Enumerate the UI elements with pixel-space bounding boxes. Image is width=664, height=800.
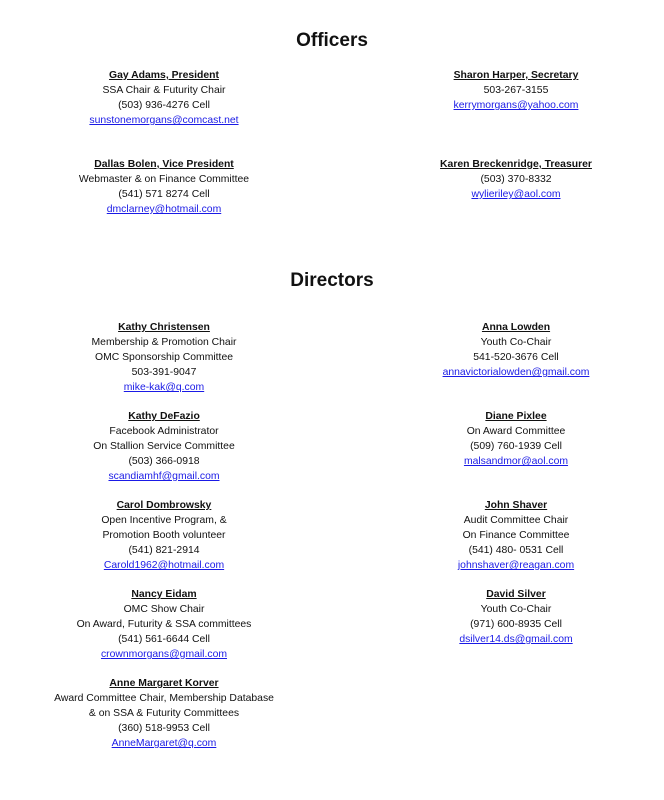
contact-phone: 503-391-9047: [131, 367, 197, 378]
officer-card-vice-president: [14, 157, 314, 217]
director-card-korver: [14, 676, 314, 751]
director-card-silver: [366, 587, 664, 647]
contact-name: Dallas Bolen, Vice President: [94, 159, 234, 170]
contact-role: Open Incentive Program, &: [101, 515, 227, 526]
contact-role: Facebook Administrator: [109, 426, 219, 437]
officer-card-president: [14, 68, 314, 128]
officers-heading: Officers: [296, 30, 368, 51]
contact-email-link[interactable]: AnneMargaret@q.com: [111, 738, 217, 749]
contact-phone: (541) 571 8274 Cell: [118, 189, 210, 200]
contact-email-link[interactable]: dmclarney@hotmail.com: [106, 204, 222, 215]
director-card-dombrowsky: [14, 498, 314, 573]
contact-name: Diane Pixlee: [485, 411, 547, 422]
contact-email-link[interactable]: dsilver14.ds@gmail.com: [459, 634, 573, 645]
contact-phone: (503) 366-0918: [128, 456, 200, 467]
contact-role: Youth Co-Chair: [480, 337, 552, 348]
contact-email-link[interactable]: Carold1962@hotmail.com: [103, 560, 225, 571]
contact-email-link[interactable]: wylieriley@aol.com: [471, 189, 561, 200]
director-card-eidam: [14, 587, 314, 662]
contact-name: Anna Lowden: [481, 322, 551, 333]
contact-role: On Award Committee: [466, 426, 566, 437]
contact-name: David Silver: [486, 589, 546, 600]
contact-email-link[interactable]: sunstonemorgans@comcast.net: [89, 115, 239, 126]
contact-phone: (541) 821-2914: [128, 545, 200, 556]
contact-role: Award Committee Chair, Membership Database: [54, 693, 274, 704]
contact-name: Kathy DeFazio: [128, 411, 200, 422]
contact-email-link[interactable]: johnshaver@reagan.com: [457, 560, 575, 571]
director-card-pixlee: [366, 409, 664, 469]
contact-role: OMC Show Chair: [123, 604, 205, 615]
directors-heading: Directors: [290, 270, 374, 291]
contact-role: Youth Co-Chair: [480, 604, 552, 615]
contact-name: Karen Breckenridge, Treasurer: [440, 159, 592, 170]
contact-name: Carol Dombrowsky: [116, 500, 212, 511]
officer-card-secretary: [366, 68, 664, 113]
contact-role: Promotion Booth volunteer: [102, 530, 226, 541]
contact-email-link[interactable]: malsandmor@aol.com: [463, 456, 569, 467]
contact-name: Anne Margaret Korver: [109, 678, 219, 689]
contact-role: & on SSA & Futurity Committees: [88, 708, 240, 719]
contact-role: Audit Committee Chair: [463, 515, 569, 526]
director-card-christensen: [14, 320, 314, 395]
contact-phone: (541) 480- 0531 Cell: [468, 545, 564, 556]
contact-role: Membership & Promotion Chair: [91, 337, 237, 348]
contact-name: Gay Adams, President: [109, 70, 219, 81]
contact-role: On Stallion Service Committee: [93, 441, 235, 452]
contact-email-link[interactable]: kerrymorgans@yahoo.com: [453, 100, 579, 111]
contact-name: Sharon Harper, Secretary: [453, 70, 579, 81]
contact-role: SSA Chair & Futurity Chair: [102, 85, 226, 96]
contact-email-link[interactable]: crownmorgans@gmail.com: [100, 649, 228, 660]
director-card-shaver: [366, 498, 664, 573]
director-card-defazio: [14, 409, 314, 484]
contact-phone: 503-267-3155: [483, 85, 549, 96]
director-card-lowden: [366, 320, 664, 380]
officer-card-treasurer: [366, 157, 664, 202]
contact-phone: (360) 518-9953 Cell: [118, 723, 210, 734]
contact-email-link[interactable]: annavictorialowden@gmail.com: [442, 367, 590, 378]
contact-phone: (509) 760-1939 Cell: [470, 441, 562, 452]
contact-role: OMC Sponsorship Committee: [94, 352, 233, 363]
contact-email-link[interactable]: mike-kak@q.com: [123, 382, 205, 393]
contact-role: Webmaster & on Finance Committee: [78, 174, 250, 185]
contact-phone: (541) 561-6644 Cell: [118, 634, 210, 645]
contact-role: On Finance Committee: [462, 530, 570, 541]
contact-phone: (503) 370-8332: [480, 174, 552, 185]
contact-phone: (971) 600-8935 Cell: [470, 619, 562, 630]
contact-name: Nancy Eidam: [131, 589, 197, 600]
contact-role: On Award, Futurity & SSA committees: [76, 619, 252, 630]
contact-name: John Shaver: [484, 500, 548, 511]
contact-name: Kathy Christensen: [118, 322, 210, 333]
contact-email-link[interactable]: scandiamhf@gmail.com: [108, 471, 220, 482]
contact-phone: 541-520-3676 Cell: [473, 352, 559, 363]
contact-phone: (503) 936-4276 Cell: [118, 100, 210, 111]
